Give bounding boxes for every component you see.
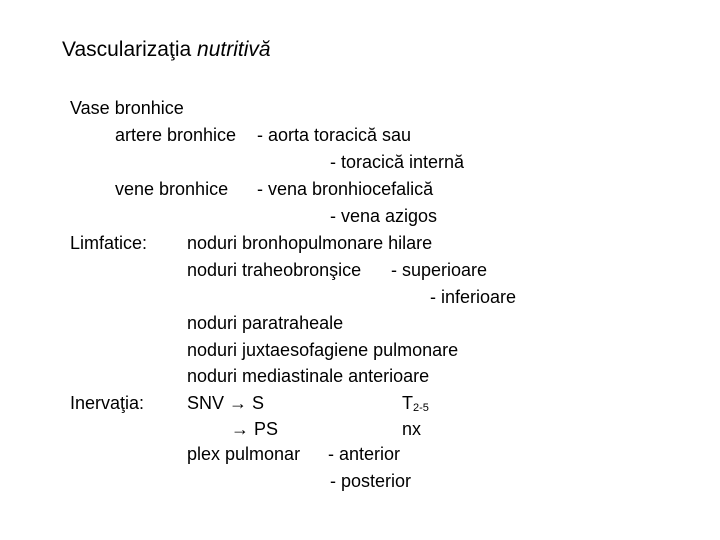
title-italic: nutritivă [197, 38, 271, 61]
text-ps: → PS [231, 419, 279, 439]
text-aorta-toracica: - aorta toracică sau [257, 125, 412, 145]
text-t-segment [402, 392, 429, 417]
text-posterior: - posterior [330, 471, 412, 491]
text-toracica-interna: - toracică internă [330, 152, 465, 172]
text-vena-bronhiocefalica: - vena bronhiocefalică [257, 179, 434, 199]
text-noduri-paratraheale: noduri paratraheale [187, 313, 344, 333]
text-anterior: - anterior [328, 444, 401, 464]
title-main: Vascularizaţia [62, 38, 192, 61]
text-inferioare: - inferioare [430, 287, 517, 307]
text-nx: nx [402, 419, 422, 439]
text-noduri-traheobronsice: noduri traheobronşice [187, 260, 362, 280]
text-vase-bronhice: Vase bronhice [70, 98, 184, 118]
label-limfatice: Limfatice: [70, 233, 148, 253]
text-vene-bronhice: vene bronhice [115, 179, 229, 199]
slide-title [62, 38, 271, 62]
text-t-letter: T [402, 393, 413, 413]
text-t-subscript: 2-5 [413, 402, 429, 414]
text-superioare: - superioare [391, 260, 488, 280]
label-inervatia: Inervaţia: [70, 393, 145, 413]
text-noduri-mediastinale: noduri mediastinale anterioare [187, 366, 430, 386]
text-noduri-juxtaesofagiene: noduri juxtaesofagiene pulmonare [187, 340, 459, 360]
text-plex-pulmonar: plex pulmonar [187, 444, 301, 464]
text-vena-azigos: - vena azigos [330, 206, 438, 226]
text-noduri-bronhopulmonare: noduri bronhopulmonare hilare [187, 233, 433, 253]
text-artere-bronhice: artere bronhice [115, 125, 237, 145]
text-snv-s: SNV → S [187, 393, 265, 413]
